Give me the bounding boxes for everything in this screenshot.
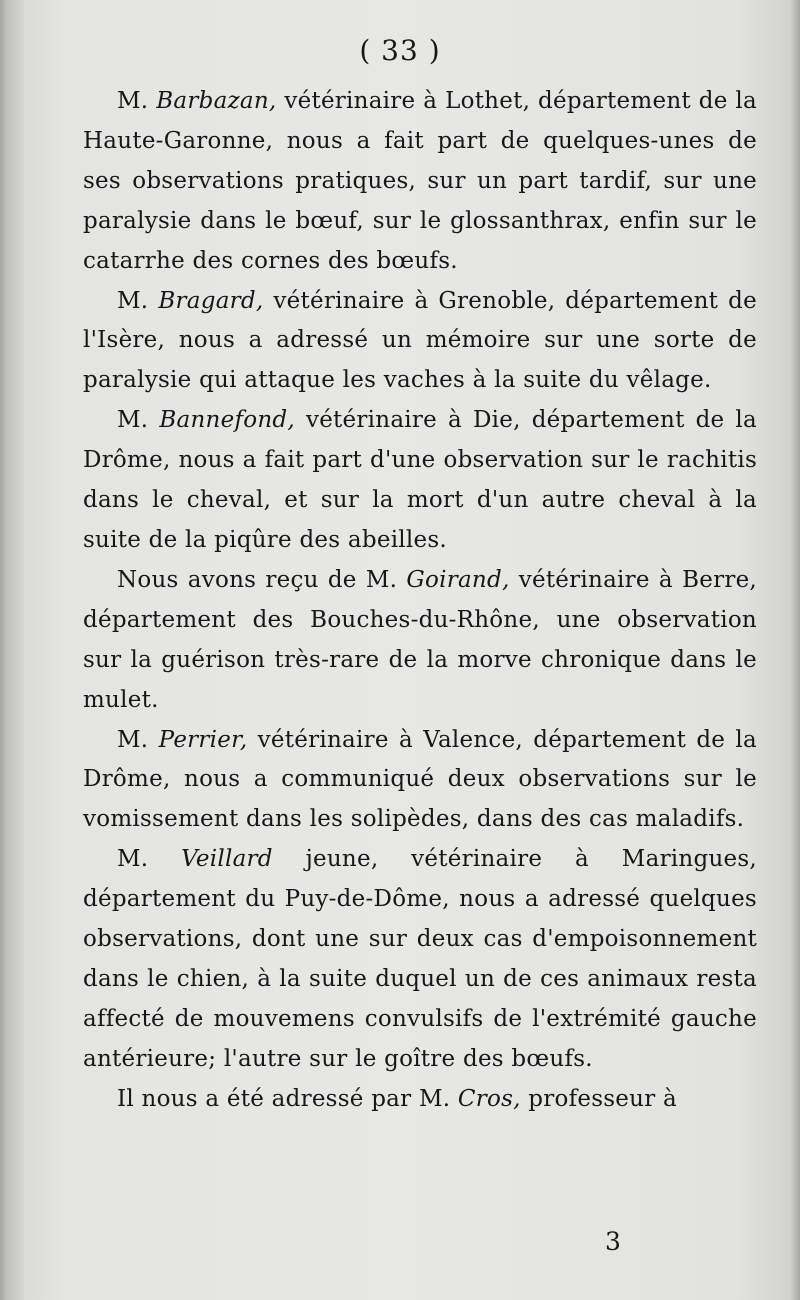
paragraph-prefix: Il nous a été adressé par M.: [117, 1085, 458, 1112]
paragraph-text: professeur à: [520, 1085, 677, 1112]
paragraph-goirand: [83, 561, 757, 721]
right-page-edge-shadow: [790, 0, 800, 1300]
paragraph-bannefond: [83, 401, 757, 561]
paragraph-perrier: [83, 721, 757, 841]
paragraph-prefix: Nous avons reçu de M.: [117, 566, 407, 593]
paragraph-bragard: [83, 282, 757, 402]
paragraph-text: vétérinaire à Lothet, département de la Haute-Garonne, nous a fait part de quelques-unes de ses observations pratiques, sur un part tardif, sur une paralysie dans le bœuf, sur le glossanthrax, enfin sur le catarrhe des cornes des bœufs.: [83, 88, 757, 274]
paragraph-text: jeune, vétérinaire à Maringues, département du Puy-de-Dôme, nous a adressé quelques observations, dont une sur deux cas d'empoisonnement dans le chien, à la suite duquel un de ces animaux resta affecté de mouvemens convulsifs de l'extrémité gauche antérieure; l'autre sur le goître des bœufs.: [83, 846, 757, 1072]
person-name-perrier: Perrier,: [158, 726, 248, 753]
page-number-header: ( 33 ): [359, 34, 441, 67]
person-name-bragard: Bragard,: [158, 287, 264, 314]
left-page-edge-shadow: [0, 0, 24, 1300]
paragraph-text: vétérinaire à Valence, département de la Drôme, nous a communiqué deux observations sur le vomissement dans les solipèdes, dans des cas maladifs.: [83, 726, 757, 833]
paragraph-text: vétérinaire à Die, département de la Drôme, nous a fait part d'une observation sur le rachitis dans le cheval, et sur la mort d'un autre cheval à la suite de la piqûre des abeilles.: [83, 407, 757, 553]
person-name-veillard: Veillard: [181, 846, 273, 873]
paragraph-barbazan: [83, 82, 757, 282]
person-name-goirand: Goirand,: [406, 566, 510, 593]
paragraph-text: vétérinaire à Grenoble, département de l'Isère, nous a adressé un mémoire sur une sorte de paralysie qui attaque les vaches à la suite du vêlage.: [83, 287, 757, 394]
paragraph-prefix: M.: [117, 287, 159, 314]
paragraph-veillard: [83, 840, 757, 1079]
person-name-barbazan: Barbazan,: [156, 88, 277, 114]
paragraph-prefix: M.: [117, 407, 160, 434]
paragraph-prefix: M.: [117, 88, 157, 114]
paragraph-prefix: M.: [117, 846, 182, 873]
person-name-cros: Cros,: [457, 1085, 521, 1112]
body-text: [83, 82, 757, 1120]
paragraph-cros: [83, 1080, 757, 1120]
person-name-bannefond: Bannefond,: [159, 407, 295, 434]
paragraph-prefix: M.: [117, 726, 159, 753]
paragraph-text: vétérinaire à Berre, département des Bouches-du-Rhône, une observation sur la guérison très-rare de la morve chronique dans le mulet.: [83, 566, 757, 713]
signature-mark: 3: [605, 1227, 621, 1256]
